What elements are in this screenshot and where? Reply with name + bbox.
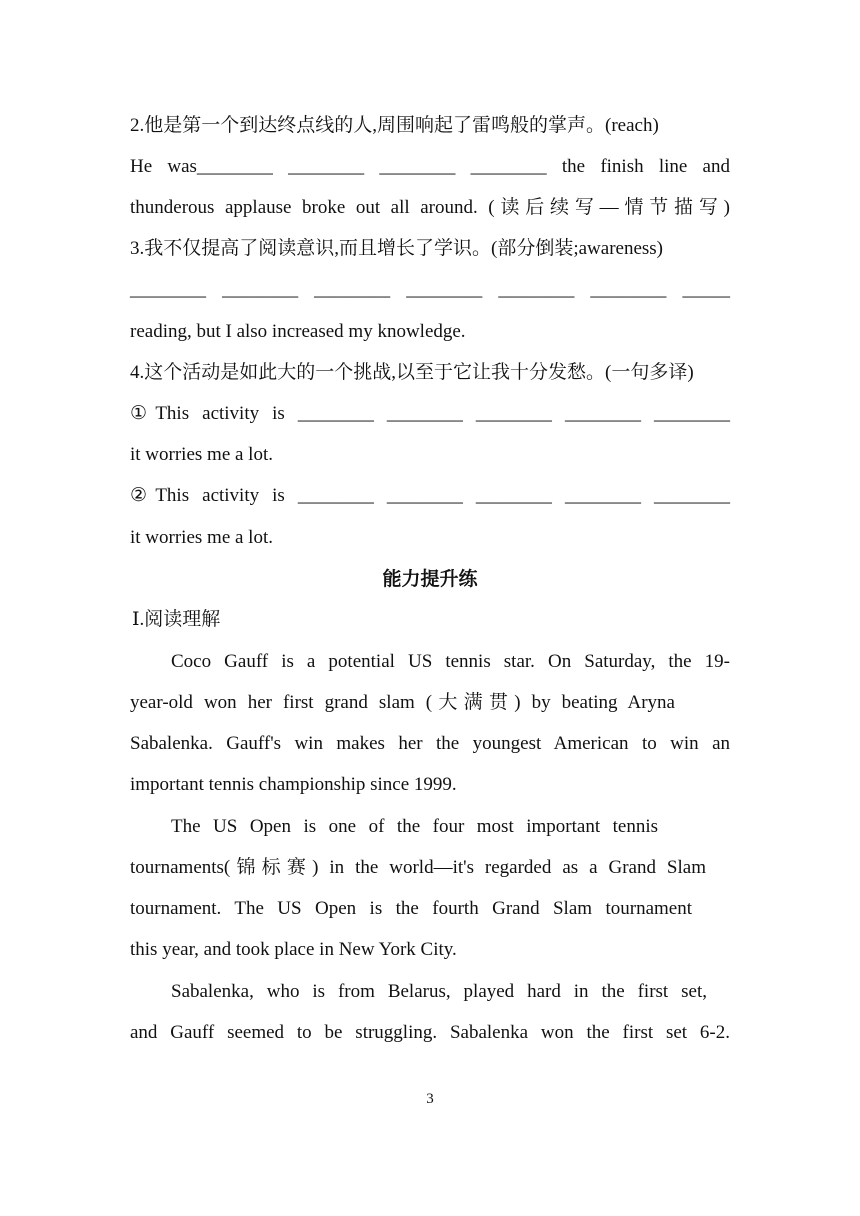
q3-blank-line: ________ ________ ________ ________ ________ ________ _____	[130, 279, 730, 300]
q2-prompt: 2.他是第一个到达终点线的人,周围响起了雷鸣般的掌声。(reach)	[130, 115, 659, 136]
q3-answer-line-2: reading, but I also increased my knowledge.	[130, 321, 466, 342]
passage-line: and Gauff seemed to be struggling. Sabalenka won the first set 6-2.	[130, 1022, 730, 1043]
passage-line: this year, and took place in New York City.	[130, 939, 457, 960]
passage-line: important tennis championship since 1999.	[130, 774, 457, 795]
q2-answer-line-1: He was________ ________ ________ ________ the finish line and	[130, 156, 730, 177]
passage-line: The US Open is one of the four most important tennis	[171, 816, 658, 837]
q4-option-a-line-1: ①This activity is ________ ________ ________ ________ ________	[130, 403, 730, 424]
q4-prompt: 4.这个活动是如此大的一个挑战,以至于它让我十分发愁。(一句多译)	[130, 362, 694, 383]
q4-option-b-line-2: it worries me a lot.	[130, 527, 273, 548]
page-number: 3	[426, 1091, 434, 1107]
q2-answer-line-2: thunderous applause broke out all around. (读后续写—情节描写)	[130, 197, 730, 218]
passage-line: Sabalenka. Gauff's win makes her the youngest American to win an	[130, 733, 730, 754]
passage-line: tournament. The US Open is the fourth Grand Slam tournament	[130, 898, 692, 919]
passage-line: tournaments(锦标赛) in the world—it's regarded as a Grand Slam	[130, 857, 706, 878]
q4-option-a-line-2: it worries me a lot.	[130, 444, 273, 465]
q4-option-b-line-1: ②This activity is ________ ________ ________ ________ ________	[130, 485, 730, 506]
section-title: 能力提升练	[382, 568, 478, 590]
passage-line: Coco Gauff is a potential US tennis star. On Saturday, the 19-	[171, 651, 730, 672]
q3-prompt: 3.我不仅提高了阅读意识,而且增长了学识。(部分倒装;awareness)	[130, 238, 664, 259]
subsection-title: Ⅰ.阅读理解	[132, 609, 221, 630]
passage-line: year-old won her first grand slam (大满贯) by beating Aryna	[130, 692, 675, 713]
passage-line: Sabalenka, who is from Belarus, played hard in the first set,	[171, 981, 707, 1002]
